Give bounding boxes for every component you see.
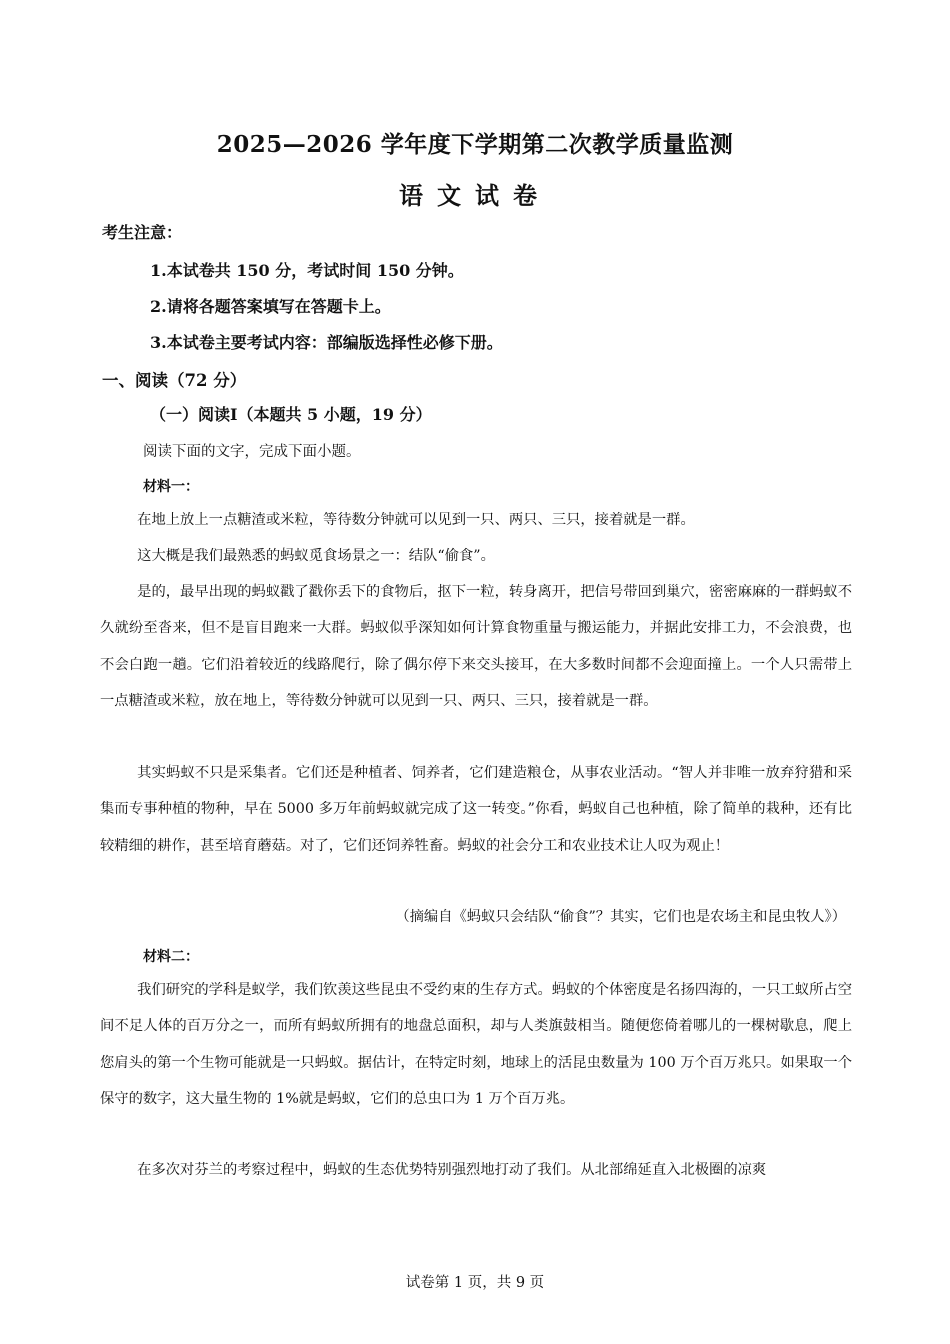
subsection-title: （一）阅读I（本题共 5 小题，19 分） [150,405,432,424]
material1-paragraph-1: 在地上放上一点糖渣或米粒，等待数分钟就可以见到一只、两只、三只，接着就是一群。 [137,512,695,528]
reading-instruction: 阅读下面的文字，完成下面小题。 [143,444,361,460]
notice-heading: 考生注意： [102,223,183,242]
notice-item-3: 3.本试卷主要考试内容：部编版选择性必修下册。 [150,333,503,352]
material1-paragraph-4: 其实蚂蚁不只是采集者。它们还是种植者、饲养者，它们建造粮仓，从事农业活动。“智人并非唯一放弃狩猎和采集而专事种植的物种，早在 5000 多万年前蚂蚁就完成了这一转变。”你看，蚂蚁自己也种植，除了简单的栽种，还有比较精细的耕作，甚至培育蘑菇。对了，它们还饲养牲畜。蚂蚁的社会分工和农业技术让人叹为观止！ [100,765,852,854]
material1-paragraph-2: 这大概是我们最熟悉的蚂蚁觅食场景之一：结队“偷食”。 [137,548,495,564]
material2-paragraph-2: 在多次对芬兰的考察过程中，蚂蚁的生态优势特别强烈地打动了我们。从北部绵延直入北极圈的凉爽 [137,1162,767,1178]
notice-item-1: 1.本试卷共 150 分，考试时间 150 分钟。 [150,261,464,280]
material1-heading: 材料一： [143,479,199,495]
material2-heading: 材料二： [143,949,199,965]
material2-paragraph-1: 我们研究的学科是蚁学，我们钦羡这些昆虫不受约束的生存方式。蚂蚁的个体密度是名扬四海的，一只工蚁所占空间不足人体的百万分之一，而所有蚂蚁所拥有的地盘总面积，却与人类旗鼓相当。随便您倚着哪儿的一棵树歇息，爬上您肩头的第一个生物可能就是一只蚂蚁。据估计，在特定时刻，地球上的活昆虫数量为 100 万个百万兆只。如果取一个保守的数字，这大量生物的 1%就是蚂蚁，它们的总虫口为 1 万个百万兆。 [100,982,853,1108]
material1-paragraph-3: 是的，最早出现的蚂蚁戳了戳你丢下的食物后，抠下一粒，转身离开，把信号带回到巢穴，密密麻麻的一群蚂蚁不久就纷至沓来，但不是盲目跑来一大群。蚂蚁似乎深知如何计算食物重量与搬运能力，并据此安排工力，不会浪费，也不会白跑一趟。它们沿着较近的线路爬行，除了偶尔停下来交头接耳，在大多数时间都不会迎面撞上。一个人只需带上一点糖渣或米粒，放在地上，等待数分钟就可以见到一只、两只、三只，接着就是一群。 [100,584,853,710]
page-footer: 试卷第 1 页，共 9 页 [405,1275,545,1291]
material1-source: （摘编自《蚂蚁只会结队“偷食”？其实，它们也是农场主和昆虫牧人》） [395,909,846,925]
section-title: 一、阅读（72 分） [102,371,247,390]
notice-item-2: 2.请将各题答案填写在答题卡上。 [150,297,391,316]
exam-subject-title: 语文试卷 [399,181,551,210]
exam-title: 2025—2026 学年度下学期第二次教学质量监测 [216,131,734,158]
